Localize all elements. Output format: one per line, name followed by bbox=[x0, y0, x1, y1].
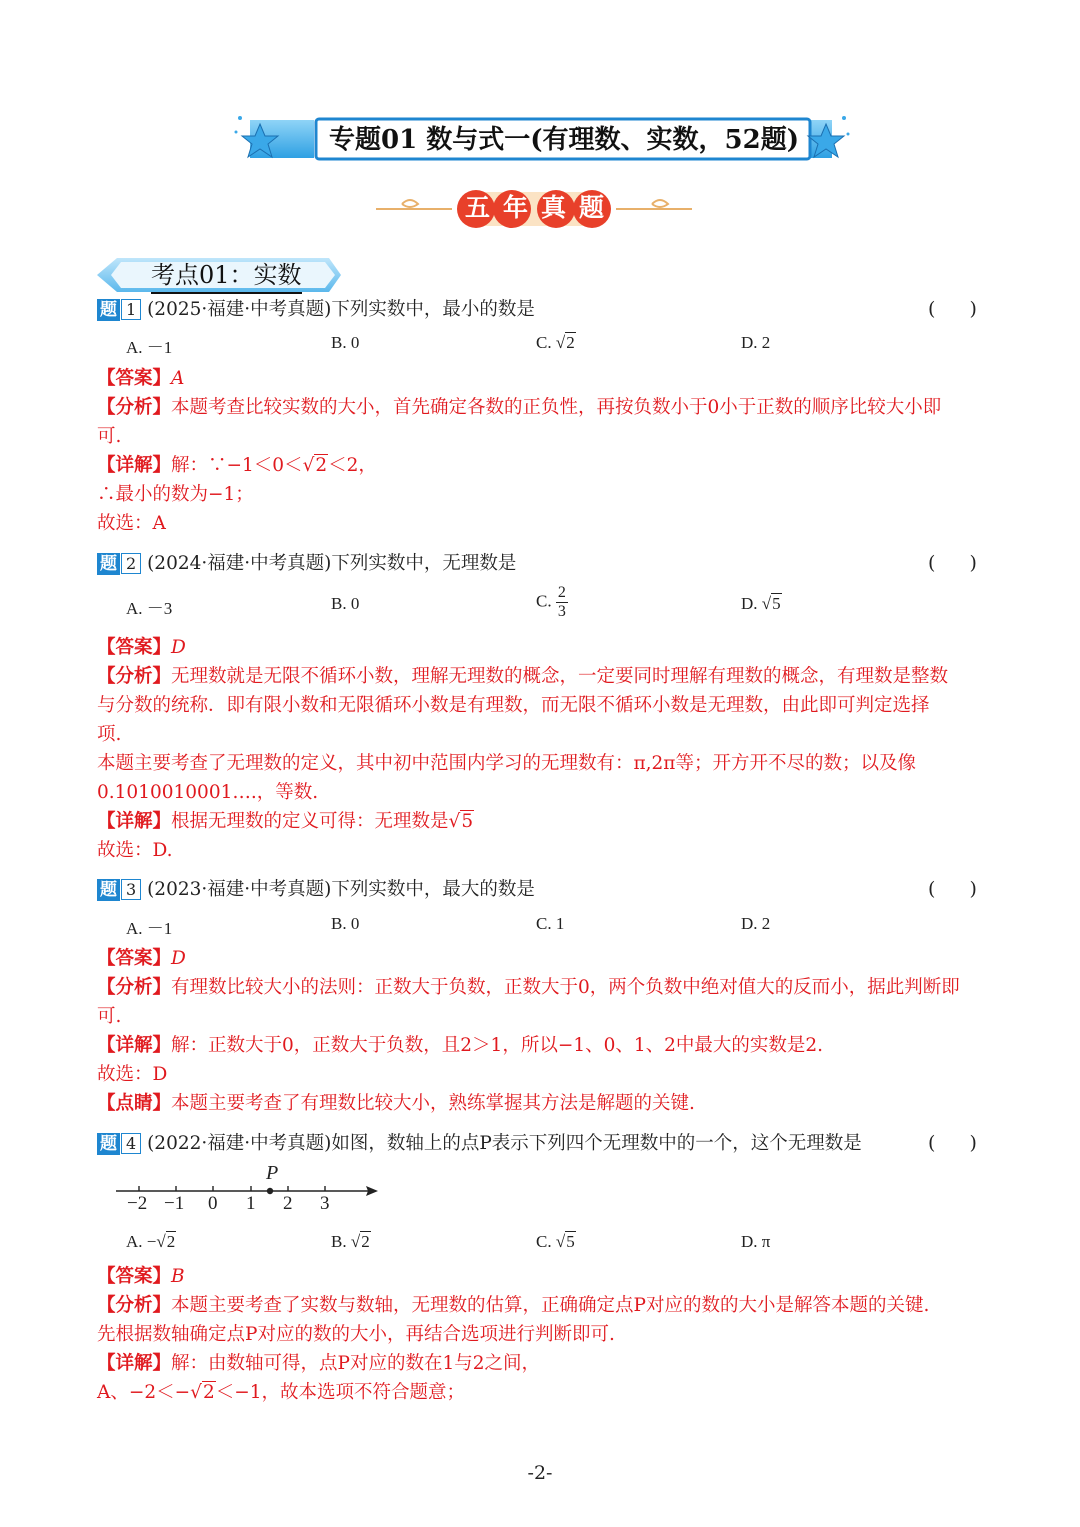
q2-answer: 【答案】D bbox=[97, 637, 186, 658]
point-p-label: P bbox=[266, 1162, 279, 1184]
q3-detail: 【详解】解：正数大于0，正数大于负数，且2＞1，所以−1、0、1、2中最大的实数是2. bbox=[97, 1035, 824, 1056]
tick-label: 0 bbox=[208, 1193, 218, 1214]
q1-stem-line bbox=[97, 297, 535, 323]
q1-option-d: D. 2 bbox=[741, 333, 771, 352]
q3-answer-paren: ( ) bbox=[928, 878, 977, 900]
page-title: 专题01 数与式一(有理数、实数，52题) bbox=[328, 125, 800, 155]
q2-analysis: 【分析】无理数就是无限不循环小数，理解无理数的概念，一定要同时理解有理数的概念，有理数是整数 bbox=[97, 666, 949, 687]
banner-text: 五年真题 bbox=[465, 193, 618, 222]
q3-stem-line bbox=[97, 877, 535, 903]
title-banner bbox=[232, 112, 852, 168]
q1-option-b: B. 0 bbox=[331, 333, 360, 352]
q2-stem: (2024·福建·中考真题)下列实数中，无理数是 bbox=[147, 553, 517, 574]
q3-answer: 【答案】D bbox=[97, 948, 186, 969]
q4-analysis: 【分析】本题主要考查了实数与数轴，无理数的估算，正确确定点P对应的数的大小是解答本题的关键. bbox=[97, 1295, 930, 1316]
number-line bbox=[112, 1160, 392, 1220]
q3-comment: 【点睛】本题主要考查了有理数比较大小，熟练掌握其方法是解题的关键. bbox=[97, 1093, 695, 1114]
sqrt-icon: √5 bbox=[761, 594, 781, 613]
q1-choose: 故选：A bbox=[97, 513, 166, 534]
q4-stem: (2022·福建·中考真题)如图，数轴上的点P表示下列四个无理数中的一个，这个无理数是 bbox=[147, 1133, 862, 1154]
q4-detail: 【详解】解：由数轴可得，点P对应的数在1与2之间， bbox=[97, 1353, 541, 1374]
q4-option-a: A. −√2 bbox=[126, 1232, 176, 1251]
q1-analysis-cont: 可. bbox=[97, 426, 122, 447]
q1-detail-line2: ∴最小的数为−1； bbox=[97, 484, 254, 505]
q2-analysis-cont3: 本题主要考查了无理数的定义，其中初中范围内学习的无理数有：π,2π等；开方开不尽的数；以及像 bbox=[97, 753, 916, 774]
sqrt-icon: √5 bbox=[555, 1232, 575, 1251]
sqrt-icon: √2 bbox=[350, 1232, 370, 1251]
q2-choose: 故选：D. bbox=[97, 840, 173, 861]
q2-analysis-cont2: 项. bbox=[97, 724, 122, 745]
tick-label: 3 bbox=[320, 1193, 330, 1214]
q2-option-d: D. √5 bbox=[741, 594, 781, 613]
sqrt-icon: √2 bbox=[156, 1232, 176, 1251]
q1-detail: 【详解】解：∵−1＜0＜√2＜2， bbox=[97, 455, 377, 476]
q3-stem: (2023·福建·中考真题)下列实数中，最大的数是 bbox=[147, 879, 535, 900]
q3-analysis-cont: 可. bbox=[97, 1006, 122, 1027]
q3-option-c: C. 1 bbox=[536, 914, 565, 933]
q4-detail-line2: A、−2＜−√2＜−1，故本选项不符合题意； bbox=[97, 1382, 465, 1403]
point-p-dot bbox=[267, 1188, 273, 1194]
q2-option-c: C. $\frac{2}{3}$ bbox=[536, 584, 566, 620]
year-banner bbox=[372, 182, 696, 234]
q2-analysis-cont: 与分数的统称．即有限小数和无限循环小数是有理数，而无限不循环小数是无理数，由此即可判定选择 bbox=[97, 695, 930, 716]
q1-analysis: 【分析】本题考查比较实数的大小，首先确定各数的正负性，再按负数小于0小于正数的顺序比较大小即 bbox=[97, 397, 942, 418]
q2-option-b: B. 0 bbox=[331, 594, 360, 613]
q4-option-b: B. √2 bbox=[331, 1232, 370, 1251]
q1-answer-paren: ( ) bbox=[928, 298, 977, 320]
q1-option-a: A. －1 bbox=[126, 338, 173, 357]
section-header bbox=[97, 256, 343, 294]
q3-choose: 故选：D bbox=[97, 1064, 168, 1085]
q2-badge: 题 2 bbox=[97, 551, 141, 577]
q3-option-a: A. －1 bbox=[126, 919, 173, 938]
q2-option-a: A. －3 bbox=[126, 599, 173, 618]
tick-label: −2 bbox=[127, 1193, 148, 1214]
q4-answer-paren: ( ) bbox=[928, 1132, 977, 1154]
q2-stem-line bbox=[97, 551, 516, 577]
q4-badge: 题 4 bbox=[97, 1131, 141, 1157]
q1-badge: 题 1 bbox=[97, 297, 141, 323]
q1-stem: (2025·福建·中考真题)下列实数中，最小的数是 bbox=[147, 299, 535, 320]
q4-option-c: C. √5 bbox=[536, 1232, 575, 1251]
q3-option-b: B. 0 bbox=[331, 914, 360, 933]
q4-stem-line bbox=[97, 1131, 862, 1157]
tick-label: −1 bbox=[164, 1193, 185, 1214]
q4-answer: 【答案】B bbox=[97, 1266, 185, 1287]
page-number: -2- bbox=[527, 1462, 553, 1484]
q3-badge: 题 3 bbox=[97, 877, 141, 903]
q2-analysis-cont4: 0.1010010001….，等数. bbox=[97, 782, 319, 803]
tick-label: 2 bbox=[283, 1193, 293, 1214]
q4-option-d: D. π bbox=[741, 1232, 771, 1251]
fraction: $\frac{2}{3}$ bbox=[557, 584, 566, 620]
q1-answer: 【答案】A bbox=[97, 368, 185, 389]
q1-option-c: C. √2 bbox=[536, 333, 575, 352]
q3-analysis: 【分析】有理数比较大小的法则：正数大于负数，正数大于0，两个负数中绝对值大的反而小，据此判断即 bbox=[97, 977, 960, 998]
tick-label: 1 bbox=[246, 1193, 256, 1214]
q2-detail: 【详解】根据无理数的定义可得：无理数是√5 bbox=[97, 811, 474, 832]
section-title: 考点01：实数 bbox=[151, 258, 302, 294]
sqrt-icon: √2 bbox=[555, 333, 575, 352]
q4-analysis-cont: 先根据数轴确定点P对应的数的大小，再结合选项进行判断即可. bbox=[97, 1324, 615, 1345]
q3-option-d: D. 2 bbox=[741, 914, 771, 933]
q2-answer-paren: ( ) bbox=[928, 552, 977, 574]
